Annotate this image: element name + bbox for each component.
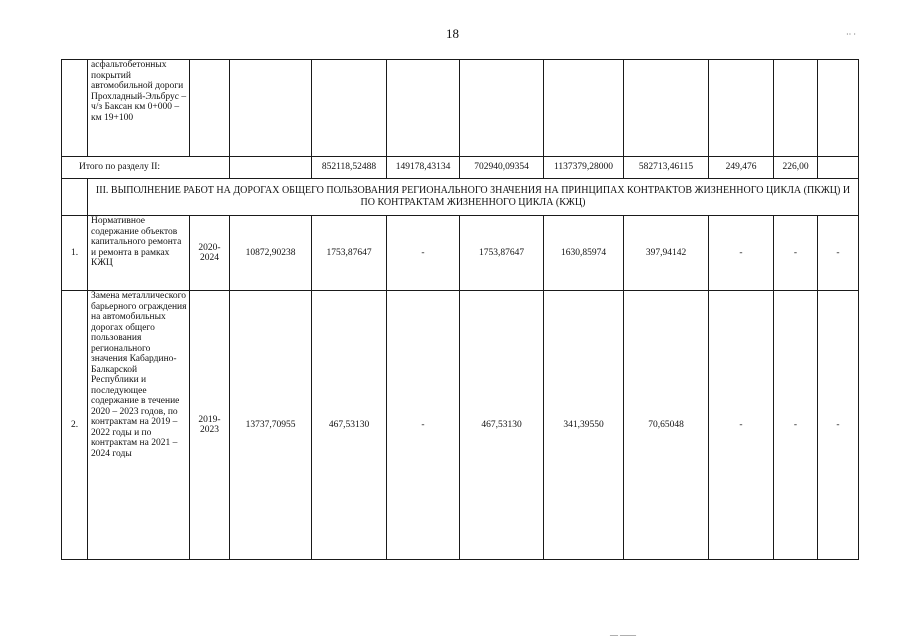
cell-v1 (230, 157, 312, 179)
cell-period: 2019-2023 (190, 291, 230, 560)
cell-v9 (818, 157, 859, 179)
cell-v4: 702940,09354 (460, 157, 544, 179)
cell-v2: 467,53130 (312, 291, 387, 560)
cell-v6: 70,65048 (624, 291, 709, 560)
footer-mark: — —— (610, 630, 636, 639)
section-title: III. ВЫПОЛНЕНИЕ РАБОТ НА ДОРОГАХ ОБЩЕГО ПОЛЬЗОВАНИЯ РЕГИОНАЛЬНОГО ЗНАЧЕНИЯ НА ПРИНЦИПАХ КОНТРАКТОВ ЖИЗНЕННОГО ЦИКЛА (ПКЖЦ) И ПО КОНТРАКТАМ ЖИЗНЕННОГО ЦИКЛА (КЖЦ) (88, 179, 859, 216)
cell-v3: 149178,43134 (387, 157, 460, 179)
cell-v5: 1630,85974 (544, 216, 624, 291)
cell-v8: - (774, 291, 818, 560)
cell-v2: 1753,87647 (312, 216, 387, 291)
cell-v8 (774, 60, 818, 157)
cell-v2: 852118,52488 (312, 157, 387, 179)
cell-object-name: Замена металлического барьерного ограждения на автомобильных дорогах общего пользования регионального значения Кабардино-Балкарской Республики и последующее содержание в течение 2020 – 2023 годов, по контрактам на 2019 – 2022 годы и по контрактам на 2021 – 2024 годы (88, 291, 190, 560)
cell-v7: - (709, 216, 774, 291)
cell-v6 (624, 60, 709, 157)
cell-v8: - (774, 216, 818, 291)
cell-v2 (312, 60, 387, 157)
cell-object-name: Нормативное содержание объектов капитального ремонта и ремонта в рамках КЖЦ (88, 216, 190, 291)
cell-v9 (818, 60, 859, 157)
cell-num: 1. (62, 216, 88, 291)
cell-num (62, 179, 88, 216)
cell-v8: 226,00 (774, 157, 818, 179)
cell-period (190, 60, 230, 157)
table-row-continuation (62, 60, 859, 157)
cell-v6: 397,94142 (624, 216, 709, 291)
cell-v1: 10872,90238 (230, 216, 312, 291)
cell-num (62, 60, 88, 157)
page-number: 18 (446, 26, 459, 41)
cell-v5: 341,39550 (544, 291, 624, 560)
cell-v7: 249,476 (709, 157, 774, 179)
subtotal-label: Итого по разделу II: (62, 157, 230, 179)
cell-num: 2. (62, 291, 88, 560)
table-row-item (62, 291, 859, 560)
table-row-subtotal (62, 157, 859, 179)
table-row-item (62, 216, 859, 291)
corner-mark: ·· · (846, 30, 856, 39)
cell-v7: - (709, 291, 774, 560)
cell-v4: 1753,87647 (460, 216, 544, 291)
cell-v3: - (387, 216, 460, 291)
cell-v6: 582713,46115 (624, 157, 709, 179)
cell-period: 2020-2024 (190, 216, 230, 291)
cell-v4: 467,53130 (460, 291, 544, 560)
cell-v4 (460, 60, 544, 157)
budget-table (61, 59, 859, 560)
cell-v7 (709, 60, 774, 157)
cell-v5: 1137379,28000 (544, 157, 624, 179)
cell-v1: 13737,70955 (230, 291, 312, 560)
table-row-section-header (62, 179, 859, 216)
cell-v5 (544, 60, 624, 157)
cell-v3: - (387, 291, 460, 560)
cell-v9: - (818, 216, 859, 291)
cell-v1 (230, 60, 312, 157)
cell-v3 (387, 60, 460, 157)
cell-object-name: асфальтобетонных покрытий автомобильной дороги Прохладный-Эльбрус – ч/з Баксан км 0+000 – км 19+100 (88, 60, 190, 157)
cell-v9: - (818, 291, 859, 560)
